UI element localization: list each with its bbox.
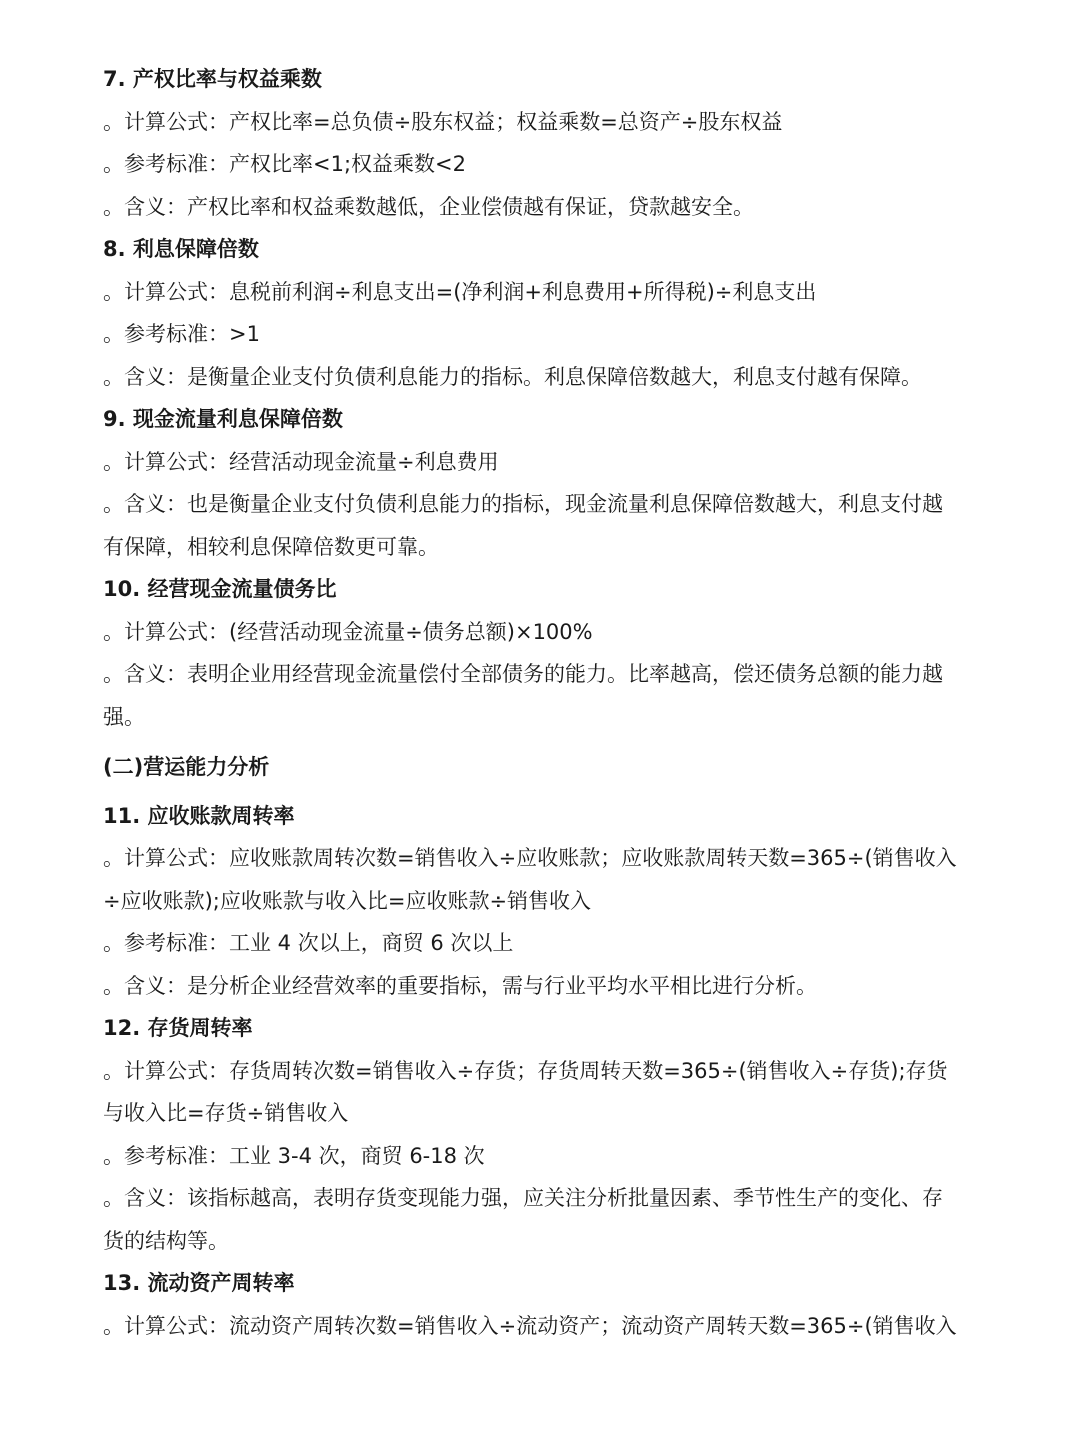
standard-line: 。参考标准：产权比率<1;权益乘数<2	[103, 152, 466, 176]
standard-line: 。参考标准：工业 3-4 次，商贸 6-18 次	[103, 1143, 485, 1168]
meaning-line: 。含义：是衡量企业支付负债利息能力的指标。利息保障倍数越大，利息支付越有保障。	[103, 364, 922, 389]
formula-line: 。计算公式：应收账款周转次数=销售收入÷应收账款；应收账款周转天数=365÷(销售收入	[103, 846, 957, 870]
formula-line-continued: 与收入比=存货÷销售收入	[103, 1101, 349, 1125]
meaning-line: 。含义：也是衡量企业支付负债利息能力的指标，现金流量利息保障倍数越大，利息支付越	[103, 492, 943, 516]
standard-line: 。参考标准：>1	[103, 322, 260, 346]
formula-line: 。计算公式：息税前利润÷利息支出=(净利润+利息费用+所得税)÷利息支出	[103, 279, 817, 304]
formula-line: 。计算公式：经营活动现金流量÷利息费用	[103, 449, 499, 474]
heading-11: 11. 应收账款周转率	[103, 803, 295, 828]
heading-13: 13. 流动资产周转率	[103, 1271, 295, 1295]
meaning-line: 。含义：产权比率和权益乘数越低，企业偿债越有保证，贷款越安全。	[103, 194, 754, 219]
meaning-line-continued: 货的结构等。	[103, 1228, 229, 1253]
meaning-line-continued: 强。	[103, 704, 145, 729]
meaning-line-continued: 有保障，相较利息保障倍数更可靠。	[103, 534, 439, 559]
heading-10: 10. 经营现金流量债务比	[103, 577, 337, 601]
standard-line: 。参考标准：工业 4 次以上，商贸 6 次以上	[103, 931, 514, 955]
meaning-line: 。含义：是分析企业经营效率的重要指标，需与行业平均水平相比进行分析。	[103, 973, 817, 998]
meaning-line: 。含义：表明企业用经营现金流量偿付全部债务的能力。比率越高，偿还债务总额的能力越	[103, 662, 943, 686]
section-title: (二)营运能力分析	[103, 755, 270, 779]
formula-line: 。计算公式：产权比率=总负债÷股东权益；权益乘数=总资产÷股东权益	[103, 109, 783, 134]
formula-line: 。计算公式：流动资产周转次数=销售收入÷流动资产；流动资产周转天数=365÷(销售收入	[103, 1313, 957, 1338]
document-body	[103, 58, 983, 1347]
formula-line-continued: ÷应收账款);应收账款与收入比=应收账款÷销售收入	[103, 888, 592, 913]
heading-9: 9. 现金流量利息保障倍数	[103, 407, 343, 431]
heading-7: 7. 产权比率与权益乘数	[103, 67, 322, 91]
heading-8: 8. 利息保障倍数	[103, 237, 259, 261]
formula-line: 。计算公式：(经营活动现金流量÷债务总额)×100%	[103, 619, 593, 644]
meaning-line: 。含义：该指标越高，表明存货变现能力强，应关注分析批量因素、季节性生产的变化、存	[103, 1186, 943, 1210]
heading-12: 12. 存货周转率	[103, 1016, 253, 1040]
formula-line: 。计算公式：存货周转次数=销售收入÷存货；存货周转天数=365÷(销售收入÷存货);存货	[103, 1058, 948, 1083]
